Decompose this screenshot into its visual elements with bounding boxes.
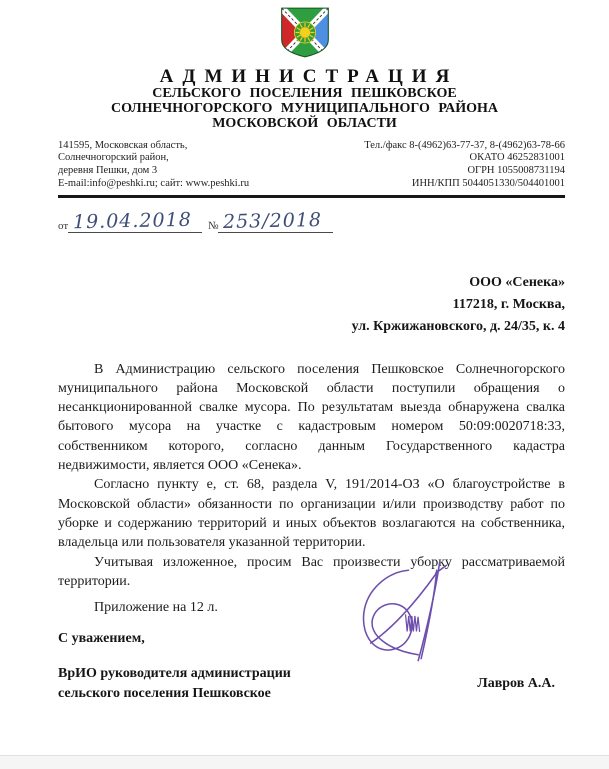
body-paragraph: Учитывая изложенное, просим Вас произвести уборку рассматриваемой территории.: [58, 554, 565, 589]
signer-name: Лавров А.А.: [477, 675, 555, 691]
reference-line: [58, 207, 565, 233]
org-subtitle-line4: МОСКОВСКОЙ ОБЛАСТИ: [212, 115, 397, 131]
address-line: деревня Пешки, дом 3: [58, 165, 158, 177]
number-field: [218, 210, 332, 233]
body-paragraph: Согласно пункту е, ст. 68, раздела V, 191/2014-ОЗ «О благоустройстве в Московской области» обязанности по организации и/или производству работ по уборке и содержанию территорий и иных объектов возлагаются на собственника, владельца или пользователя указанной территории.: [58, 477, 565, 551]
letter-body: [58, 360, 565, 592]
postal-address-block: [58, 140, 249, 190]
recipient-block: [58, 272, 565, 338]
coat-of-arms-icon: [274, 6, 336, 59]
attachment-note: Приложение на 12 л.: [94, 600, 218, 616]
body-paragraph: В Администрацию сельского поселения Пешковское Солнечногорского муниципального района Московской области поступили обращения о несанкционированной свалке мусора. По результатам выезда обнаружена свалка бытового мусора на участке с кадастровым номером 50:09:0020718:33, собственником которого, согласно данным Государственного кадастра недвижимости, является ООО «Сенека».: [58, 361, 565, 474]
org-name-title: АДМИНИСТРАЦИЯ: [159, 66, 459, 87]
handwritten-date: 19.04.2018: [72, 208, 193, 234]
address-line: Солнечногорский район,: [58, 152, 169, 164]
handwritten-signature: [358, 558, 460, 666]
email-site-line: E-mail:info@peshki.ru; сайт: www.peshki.ru: [58, 177, 250, 189]
header-divider-rule: [58, 195, 565, 198]
number-label: №: [207, 220, 219, 233]
org-subtitle-line2: СЕЛЬСКОГО ПОСЕЛЕНИЯ ПЕШКОВСКОЕ: [152, 85, 457, 101]
scan-bottom-edge: [0, 755, 609, 769]
salutation: С уважением,: [58, 631, 145, 647]
date-field: [68, 210, 202, 233]
signer-position: [58, 664, 291, 703]
ogrn-line: ОГРН 1055008731194: [467, 165, 565, 177]
recipient-name: ООО «Сенека»: [469, 275, 565, 291]
signer-position-line1: ВрИО руководителя администрации: [58, 666, 291, 682]
address-line: 141595, Московская область,: [58, 139, 188, 151]
handwritten-number: 253/2018: [223, 209, 323, 234]
okato-line: ОКАТО 46252831001: [469, 152, 565, 164]
recipient-postcode-city: 117218, г. Москва,: [452, 297, 565, 313]
signature-row: [58, 664, 565, 703]
signer-position-line2: сельского поселения Пешковское: [58, 685, 271, 701]
date-label: от: [58, 220, 69, 233]
phone-fax-line: Тел./факс 8-(4962)63-77-37, 8-(4962)63-78-66: [364, 139, 565, 151]
requisites-block: [364, 140, 565, 190]
inn-kpp-line: ИНН/КПП 5044051330/504401001: [411, 177, 565, 189]
org-subtitle-line3: СОЛНЕЧНОГОРСКОГО МУНИЦИПАЛЬНОГО РАЙОНА: [110, 100, 499, 116]
recipient-street: ул. Кржижановского, д. 24/35, к. 4: [351, 319, 565, 335]
contacts-block: [58, 140, 565, 190]
